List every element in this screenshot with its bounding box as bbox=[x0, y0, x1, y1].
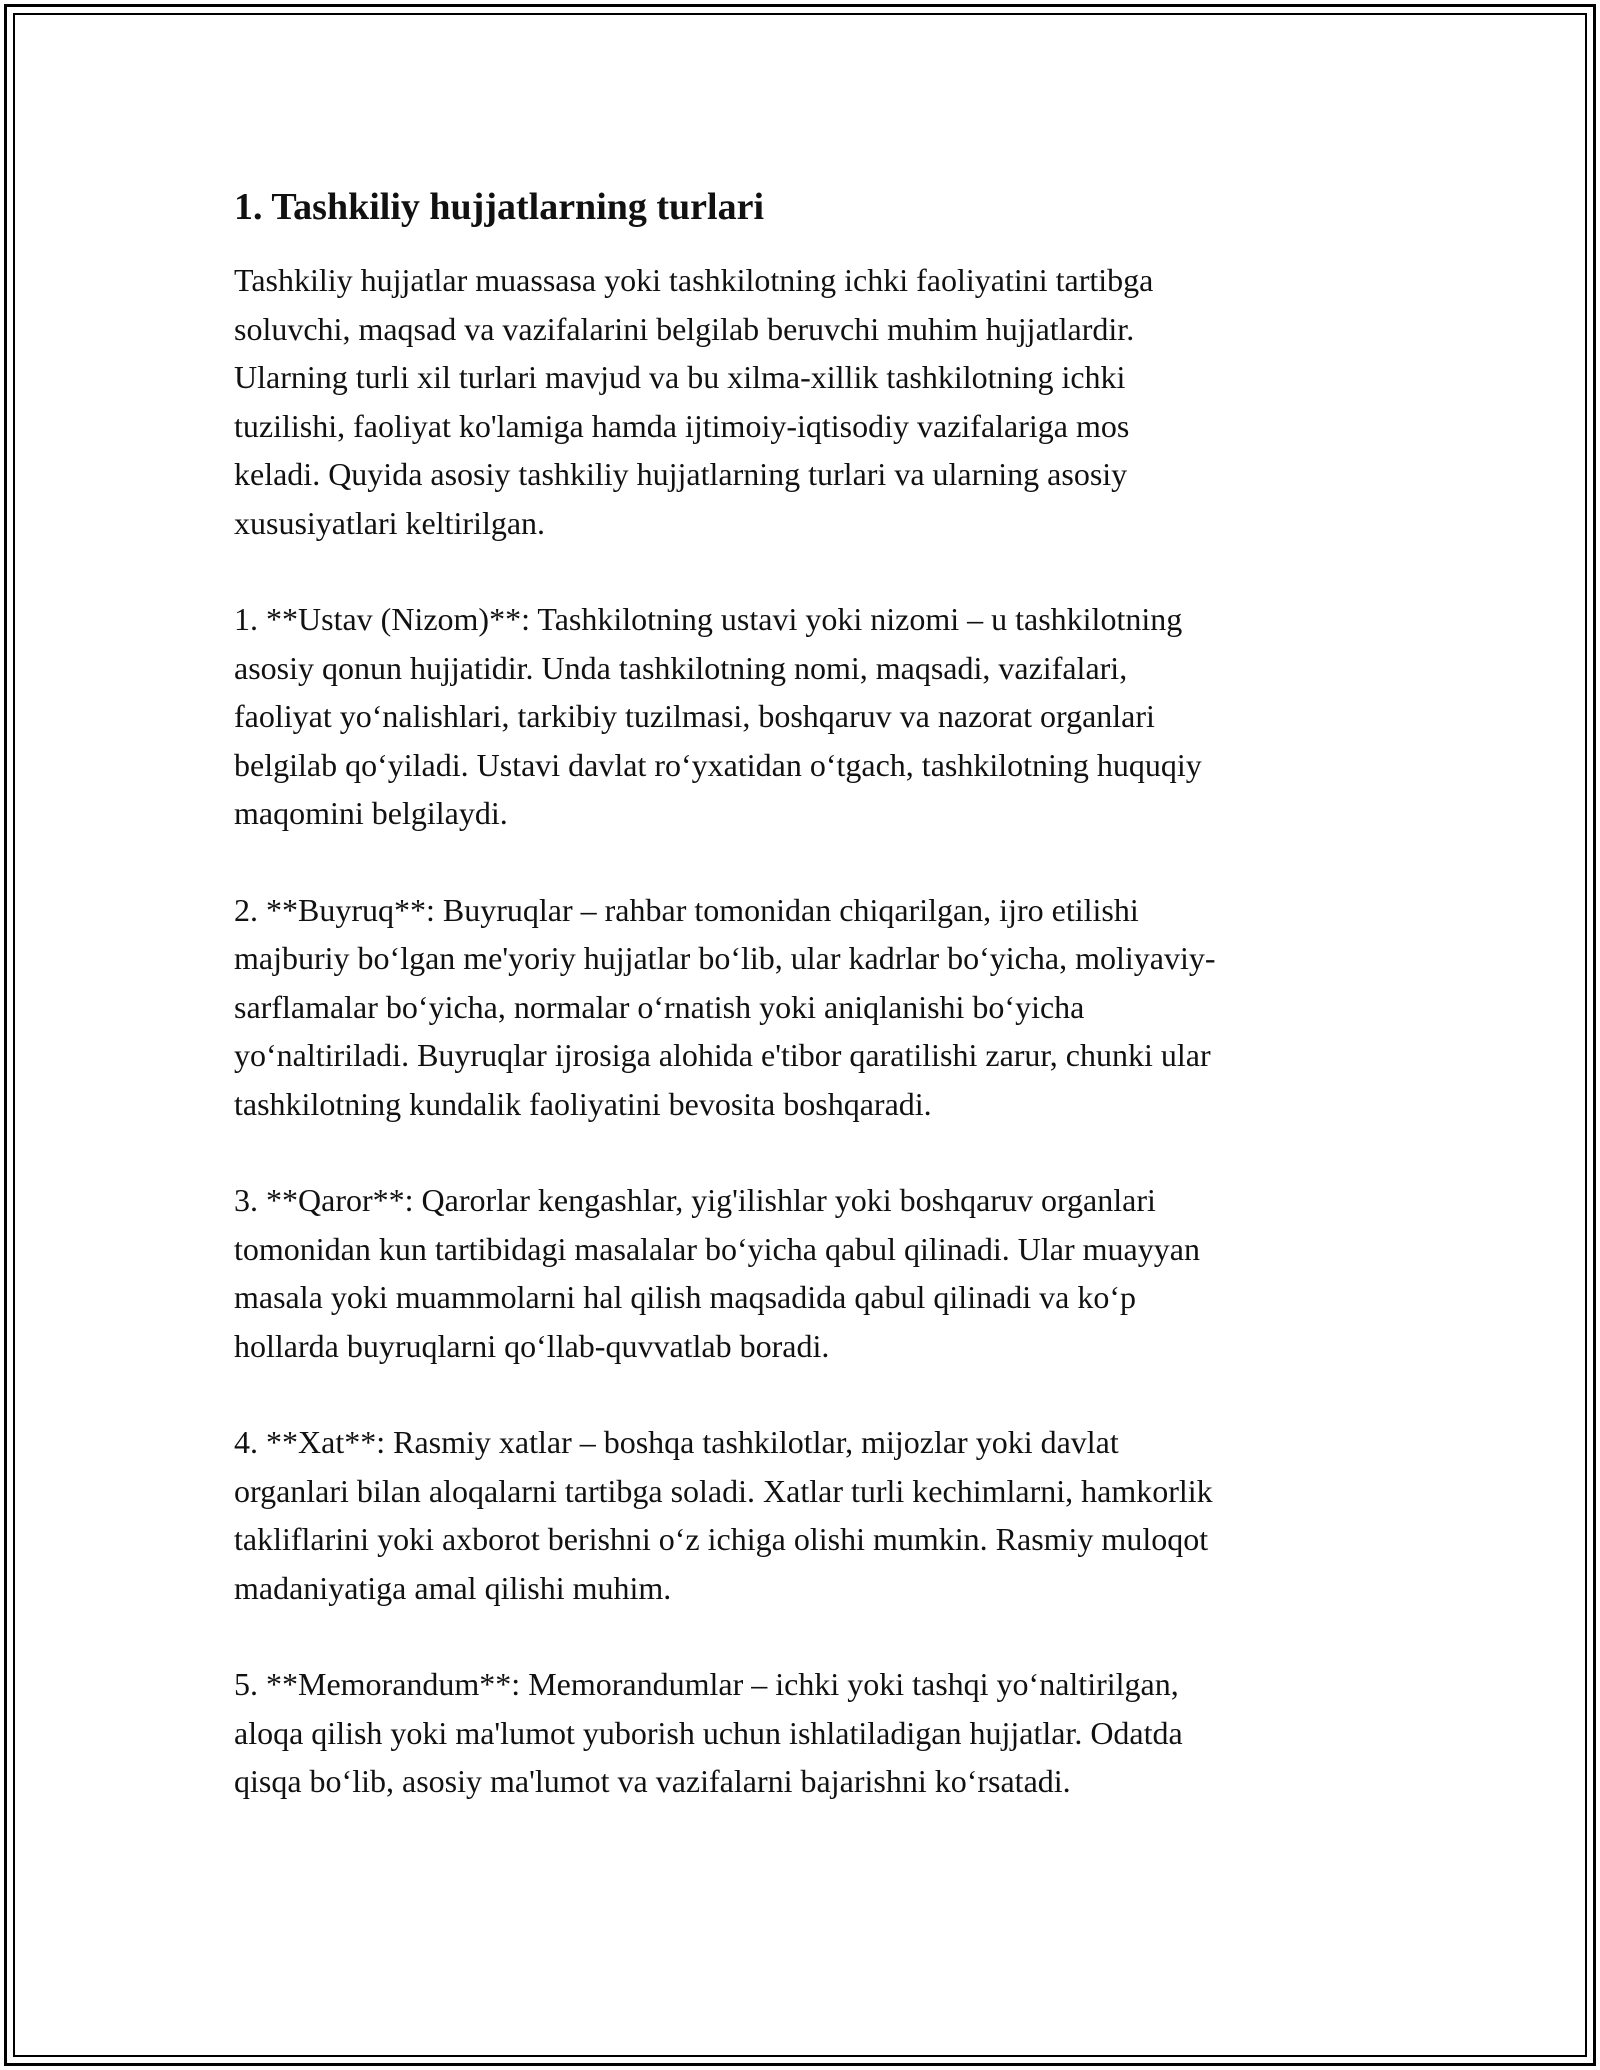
section-heading: 1. Tashkiliy hujjatlarning turlari bbox=[234, 186, 765, 228]
paragraph-memorandum: 5. **Memorandum**: Memorandumlar – ichki yoki tashqi yoʻnaltirilgan, aloqa qilish yoki ma'lumot yuborish uchun ishlatiladigan hujjatlar. Odatda qisqa boʻlib, asosiy ma'lumot va vazifalarni bajarishni koʻrsatadi. bbox=[234, 1666, 1183, 1799]
paragraph-ustav: 1. **Ustav (Nizom)**: Tashkilotning ustavi yoki nizomi – u tashkilotning asosiy qonun hujjatidir. Unda tashkilotning nomi, maqsadi, vazifalari, faoliyat yoʻnalishlari, tarkibiy tuzilmasi, boshqaruv va nazorat organlari belgilab qoʻyiladi. Ustavi davlat roʻyxatidan oʻtgach, tashkilotning huquqiy maqomini belgilaydi. bbox=[234, 601, 1202, 831]
paragraph-buyruq: 2. **Buyruq**: Buyruqlar – rahbar tomonidan chiqarilgan, ijro etilishi majburiy boʻlgan me'yoriy hujjatlar boʻlib, ular kadrlar boʻyicha, moliyaviy- sarflamalar boʻyicha, normalar oʻrnatish yoki aniqlanishi boʻyicha yoʻnaltiriladi. Buyruqlar ijrosiga alohida e'tibor qaratilishi zarur, chunki ular tashkilotning kundalik faoliyatini bevosita boshqaradi. bbox=[234, 891, 1216, 1122]
intro-paragraph: Tashkiliy hujjatlar muassasa yoki tashkilotning ichki faoliyatini tartibga soluvchi, maqsad va vazifalarini belgilab beruvchi muhim hujjatlardir. Ularning turli xil turlari mavjud va bu xilma-xillik tashkilotning ichki tuzilishi, faoliyat ko'lamiga hamda ijtimoiy-iqtisodiy vazifalariga mos keladi. Quyida asosiy tashkiliy hujjatlarning turlari va ularning asosiy xususiyatlari keltirilgan. bbox=[234, 262, 1154, 541]
paragraph-xat: 4. **Xat**: Rasmiy xatlar – boshqa tashkilotlar, mijozlar yoki davlat organlari bilan aloqalarni tartibga soladi. Xatlar turli kechimlarni, hamkorlik takliflarini yoki axborot berishni oʻz ichiga olishi mumkin. Rasmiy muloqot madaniyatiga amal qilishi muhim. bbox=[234, 1424, 1213, 1606]
document-body bbox=[234, 184, 1374, 1854]
paragraph-qaror: 3. **Qaror**: Qarorlar kengashlar, yig'ilishlar yoki boshqaruv organlari tomonidan kun tartibidagi masalalar boʻyicha qabul qilinadi. Ular muayyan masala yoki muammolarni hal qilish maqsadida qabul qilinadi va koʻp hollarda buyruqlarni qoʻllab-quvvatlab boradi. bbox=[234, 1182, 1200, 1364]
